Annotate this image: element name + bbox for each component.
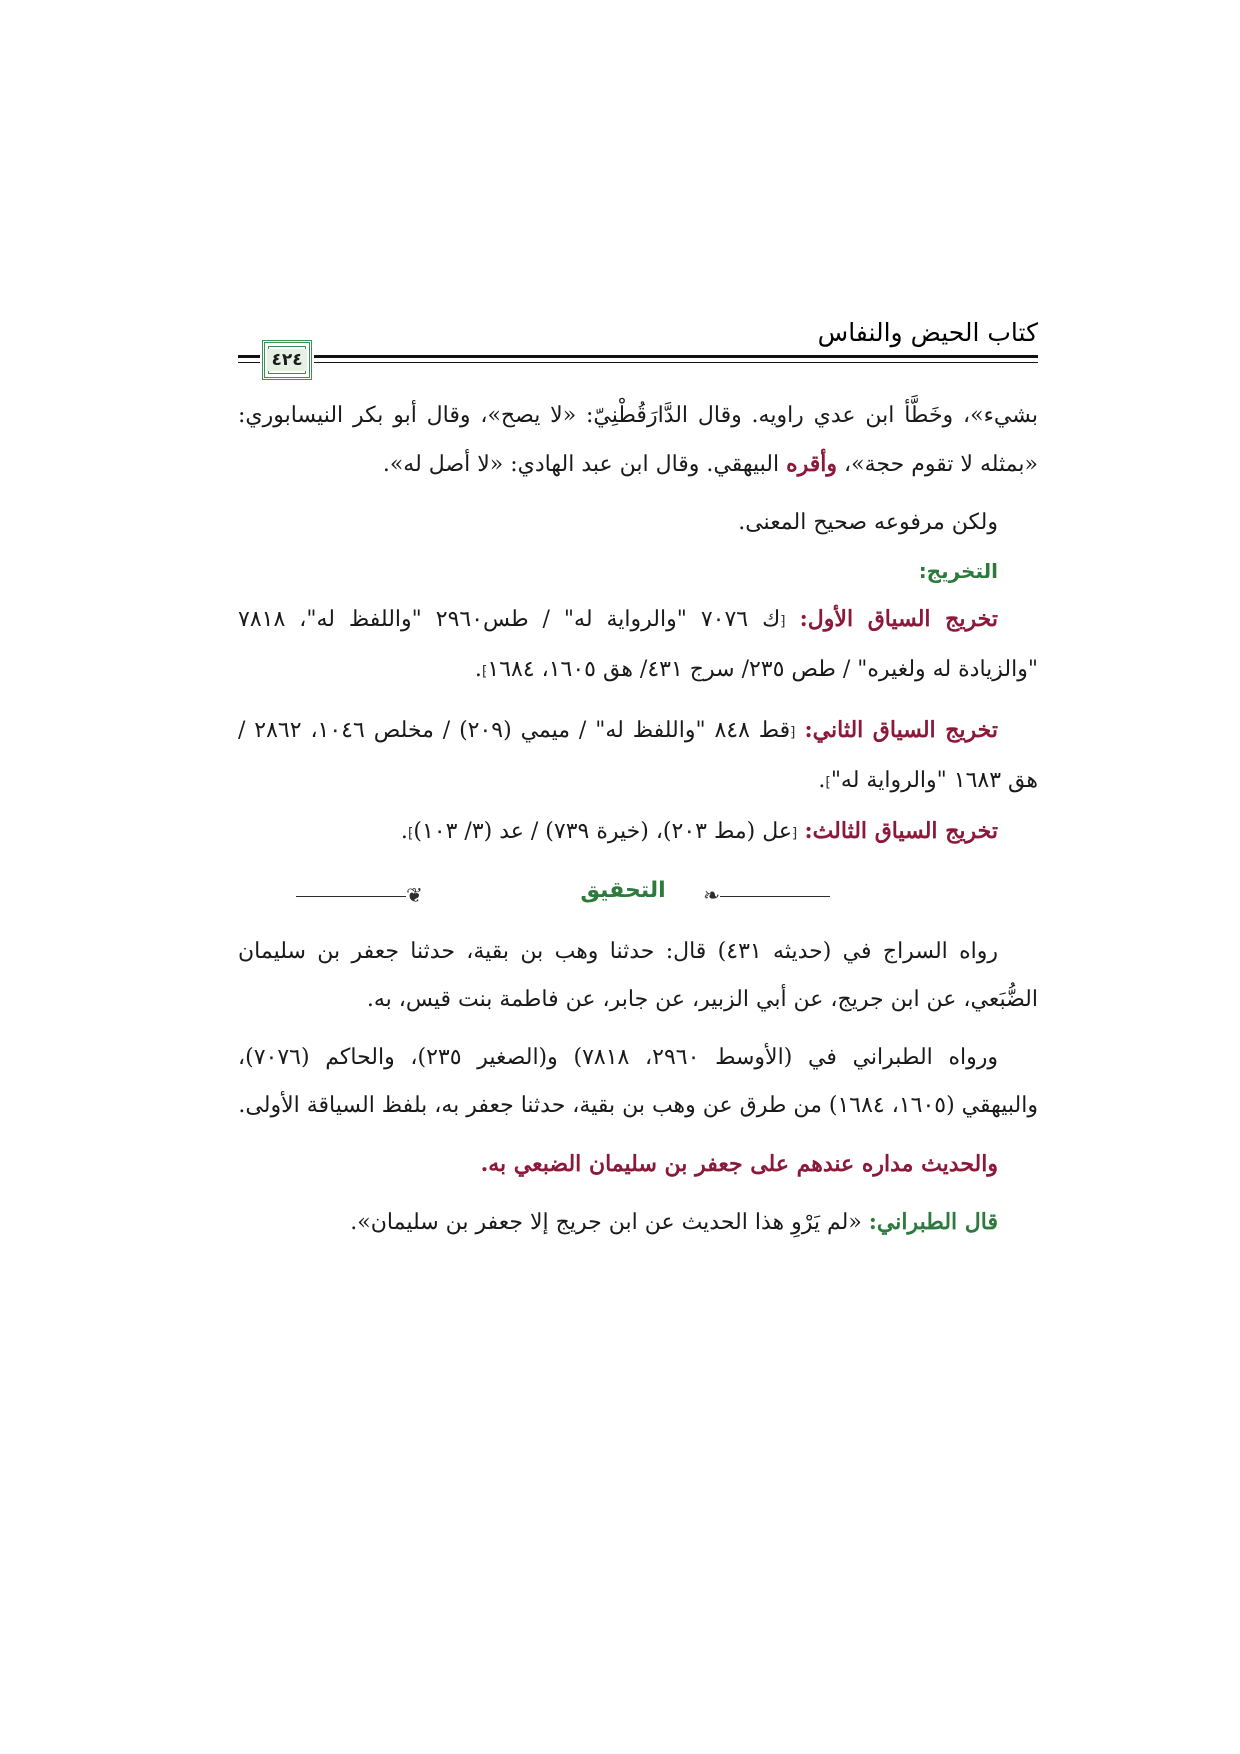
takhrij-context-3 <box>238 807 1038 858</box>
header-rule-thin-left <box>238 362 260 363</box>
divider-line-right <box>720 896 830 897</box>
header-rule-thin <box>314 362 1038 363</box>
paragraph-1 <box>238 392 1038 489</box>
takhrij-heading: التخريج: <box>918 559 998 583</box>
divider-line-left <box>296 896 406 897</box>
divider-ornament-icon: ❧ <box>703 883 720 907</box>
period: . <box>474 657 482 682</box>
book-title: كتاب الحيض والنفاس <box>817 318 1038 347</box>
takhrij-context-1 <box>238 595 1038 696</box>
header-rule-thick-left <box>238 355 260 358</box>
page-number: ٤٢٤ <box>267 349 306 371</box>
tahqiq-paragraph-4-text: «لم يَرْوِ هذا الحديث عن ابن جريج إلا جعفر بن سليمان». <box>350 1210 862 1235</box>
paragraph-1-end: البيهقي. وقال ابن عبد الهادي: «لا أصل له». <box>382 452 780 477</box>
tahqiq-paragraph-1: رواه السراج في (حديثه ٤٣١) قال: حدثنا وهب بن بقية، حدثنا جعفر بن سليمان الضُّبَعي، عن ابن جريج، عن أبي الزبير، عن جابر، عن فاطمة بنت قيس، به. <box>238 939 1038 1012</box>
takhrij-context-2-label: تخريج السياق الثاني: <box>804 717 998 743</box>
period: . <box>818 768 826 793</box>
section-divider <box>238 866 1038 922</box>
spacer <box>238 489 1038 499</box>
takhrij-context-1-label: تخريج السياق الأول: <box>799 606 998 632</box>
paragraph-1-bold: وأقره <box>786 451 838 477</box>
tahqiq-paragraph-4-label: قال الطبراني: <box>868 1209 998 1235</box>
close-bracket: ⁆ <box>481 664 488 680</box>
close-bracket: ⁆ <box>407 826 414 842</box>
page-number-frame <box>262 340 312 380</box>
takhrij-context-3-label: تخريج السياق الثالث: <box>804 818 998 844</box>
close-bracket: ⁆ <box>825 775 831 791</box>
spacer <box>238 696 1038 706</box>
header-rule-thick <box>314 355 1038 358</box>
open-bracket: ⁅ <box>791 826 798 842</box>
takhrij-context-2 <box>238 706 1038 807</box>
tahqiq-paragraph-4 <box>238 1198 1038 1247</box>
open-bracket: ⁅ <box>790 725 796 741</box>
spacer <box>238 1130 1038 1140</box>
takhrij-context-1-text: ك ٧٠٧٦ "والرواية له" / طس٢٩٦٠ "واللفظ له"، ٧٨١٨ "والزيادة له ولغيره" / طص ٢٣٥/ سرج ٤٣١/ هق ١٦٠٥، ١٦٨٤ <box>238 607 1038 682</box>
tahqiq-heading: التحقيق <box>580 878 666 903</box>
period: . <box>400 819 408 844</box>
spacer <box>238 1188 1038 1198</box>
page <box>238 312 1038 1247</box>
page-header <box>238 312 1038 392</box>
paragraph-1-text: بشيء»، وخَطَّأ ابن عدي راويه. وقال الدَّارَقُطْنِيّ: «لا يصح»، وقال أبو بكر النيسابوري: «بمثله لا تقوم حجة»، <box>238 403 1038 477</box>
takhrij-context-3-text: عل (مط ٢٠٣)، (خيرة ٧٣٩) / عد (٣/ ١٠٣) <box>413 819 792 844</box>
paragraph-2: ولكن مرفوعه صحيح المعنى. <box>738 510 998 535</box>
tahqiq-paragraph-2: ورواه الطبراني في (الأوسط ٢٩٦٠، ٧٨١٨) و(الصغير ٢٣٥)، والحاكم (٧٠٧٦)، والبيهقي (١٦٠٥، ١٦٨٤) من طرق عن وهب بن بقية، حدثنا جعفر به، بلفظ السياقة الأولى. <box>238 1045 1038 1118</box>
open-bracket: ⁅ <box>780 614 786 630</box>
spacer <box>238 1024 1038 1034</box>
divider-ornament-icon: ❦ <box>406 883 423 907</box>
tahqiq-paragraph-3: والحديث مداره عندهم على جعفر بن سليمان الضبعي به. <box>480 1151 998 1177</box>
takhrij-context-2-text: قط ٨٤٨ "واللفظ له" / ميمي (٢٠٩) / مخلص ١٠٤٦، ٢٨٦٢ / هق ١٦٨٣ "والرواية له" <box>238 718 1038 793</box>
